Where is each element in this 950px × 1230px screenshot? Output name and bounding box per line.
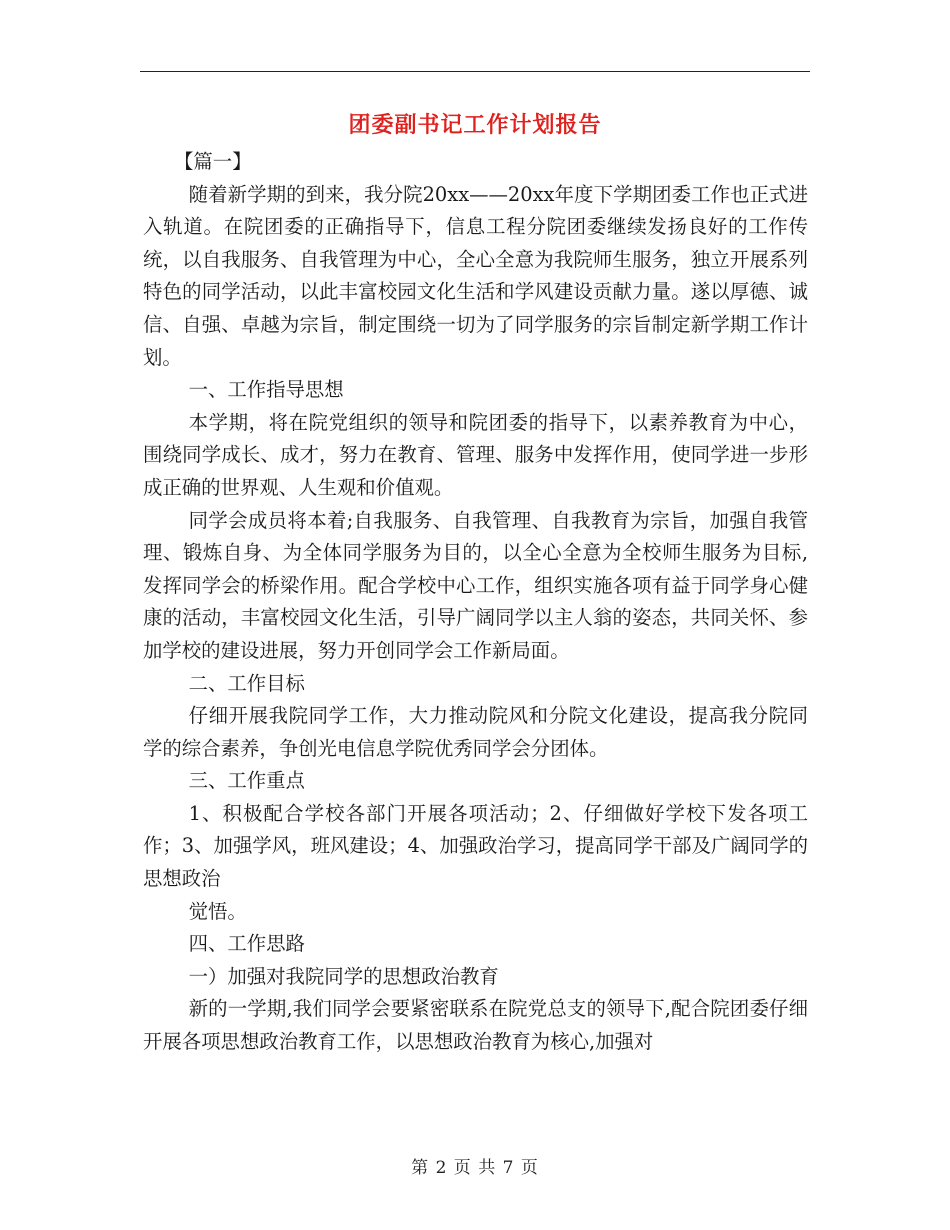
paragraph-new-semester: 新的一学期,我们同学会要紧密联系在院党总支的领导下,配合院团委仔细开展各项思想政治教育工作，以思想政治教育为核心,加强对 — [143, 997, 808, 1054]
paragraph-work-goals: 仔细开展我院同学工作，大力推动院风和分院文化建设，提高我分院同学的综合素养，争创光电信息学院优秀同学会分团体。 — [143, 704, 808, 760]
paragraph-guiding-thought: 本学期，将在院党组织的领导和院团委的指导下，以素养教育为中心，围绕同学成长、成才，努力在教育、管理、服务中发挥作用，使同学进一步形成正确的世界观、人生观和价值观。 — [143, 410, 808, 499]
heading-work-approach: 四、工作思路 — [188, 932, 305, 956]
paragraph-student-union: 同学会成员将本着;自我服务、自我管理、自我教育为宗旨，加强自我管理、锻炼自身、为全体同学服务为目的，以全心全意为全校师生服务为目标,发挥同学会的桥梁作用。配合学校中心工作，组织实施各项有益于同学身心健康的活动，丰富校园文化生活，引导广阔同学以主人翁的姿态，共同关怀、参加学校的建设进展，努力开创同学会工作新局面。 — [143, 508, 808, 662]
heading-guiding-thought: 一、工作指导思想 — [188, 378, 344, 402]
paragraph-work-focus: 1、积极配合学校各部门开展各项活动；2、仔细做好学校下发各项工作；3、加强学风，班风建设；4、加强政治学习，提高同学干部及广阔同学的思想政治 — [143, 801, 808, 891]
section-label: 【篇一】 — [174, 150, 252, 173]
heading-work-goals: 二、工作目标 — [188, 671, 305, 695]
heading-work-focus: 三、工作重点 — [188, 769, 305, 793]
paragraph-awareness: 觉悟。 — [188, 899, 247, 923]
page-footer: 第 2 页 共 7 页 — [411, 1158, 539, 1178]
document-body — [143, 146, 808, 1059]
header-rule — [140, 71, 810, 72]
document-title: 团委副书记工作计划报告 — [348, 112, 602, 138]
subheading-political-education: 一）加强对我院同学的思想政治教育 — [188, 964, 499, 988]
paragraph-intro: 随着新学期的到来，我分院20xx——20xx年度下学期团委工作也正式进入轨道。在院团委的正确指导下，信息工程分院团委继续发扬良好的工作传统，以自我服务、自我管理为中心，全心全意为我院师生服务，独立开展系列特色的同学活动，以此丰富校园文化生活和学风建设贡献力量。遂以厚德、诚信、自强、卓越为宗旨，制定围绕一切为了同学服务的宗旨制定新学期工作计划。 — [143, 182, 808, 369]
